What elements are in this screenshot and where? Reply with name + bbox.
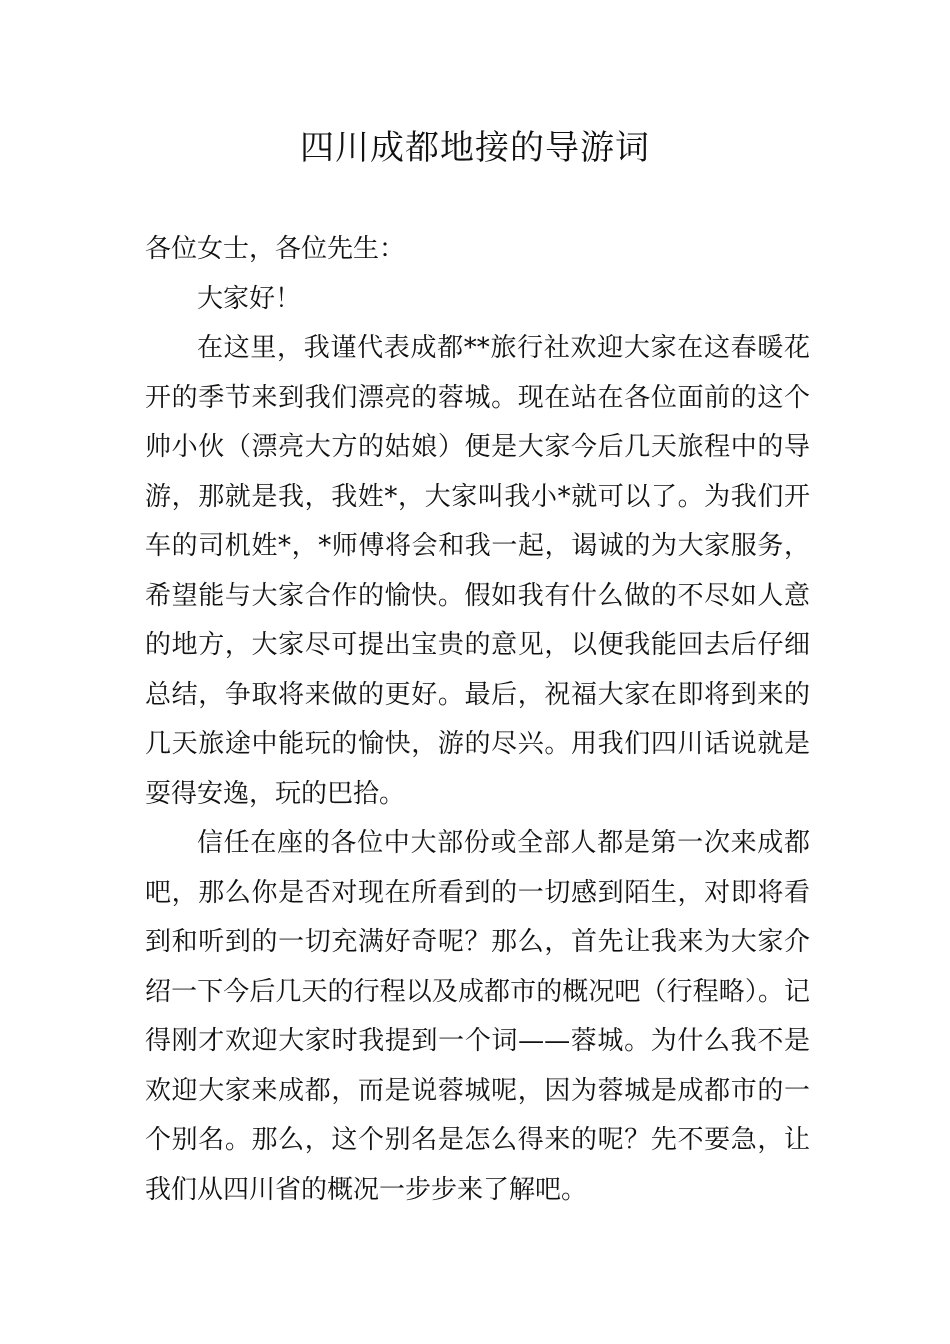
paragraph-introduction: 信任在座的各位中大部份或全部人都是第一次来成都吧，那么你是否对现在所看到的一切感到陌生，对即将看到和听到的一切充满好奇呢？那么，首先让我来为大家介绍一下今后几天的行程以及成都市的概况吧（行程略）。记得刚才欢迎大家时我提到一个词——蓉城。为什么我不是欢迎大家来成都，而是说蓉城呢，因为蓉城是成都市的一个别名。那么，这个别名是怎么得来的呢？先不要急，让我们从四川省的概况一步步来了解吧。 bbox=[145, 828, 810, 1205]
paragraph-welcome: 在这里，我谨代表成都**旅行社欢迎大家在这春暖花开的季节来到我们漂亮的蓉城。现在站在各位面前的这个帅小伙（漂亮大方的姑娘）便是大家今后几天旅程中的导游，那就是我，我姓*，大家叫我小*就可以了。为我们开车的司机姓*，*师傅将会和我一起，谒诚的为大家服务，希望能与大家合作的愉快。假如我有什么做的不尽如人意的地方，大家尽可提出宝贵的意见，以便我能回去后仔细总结，争取将来做的更好。最后，祝福大家在即将到来的几天旅途中能玩的愉快，游的尽兴。用我们四川话说就是耍得安逸，玩的巴拾。 bbox=[145, 333, 810, 809]
document-body bbox=[145, 225, 810, 1215]
salutation: 各位女士，各位先生： bbox=[145, 234, 406, 264]
paragraph-greeting: 大家好！ bbox=[197, 283, 302, 314]
document-title: 四川成都地接的导游词 bbox=[300, 128, 650, 168]
